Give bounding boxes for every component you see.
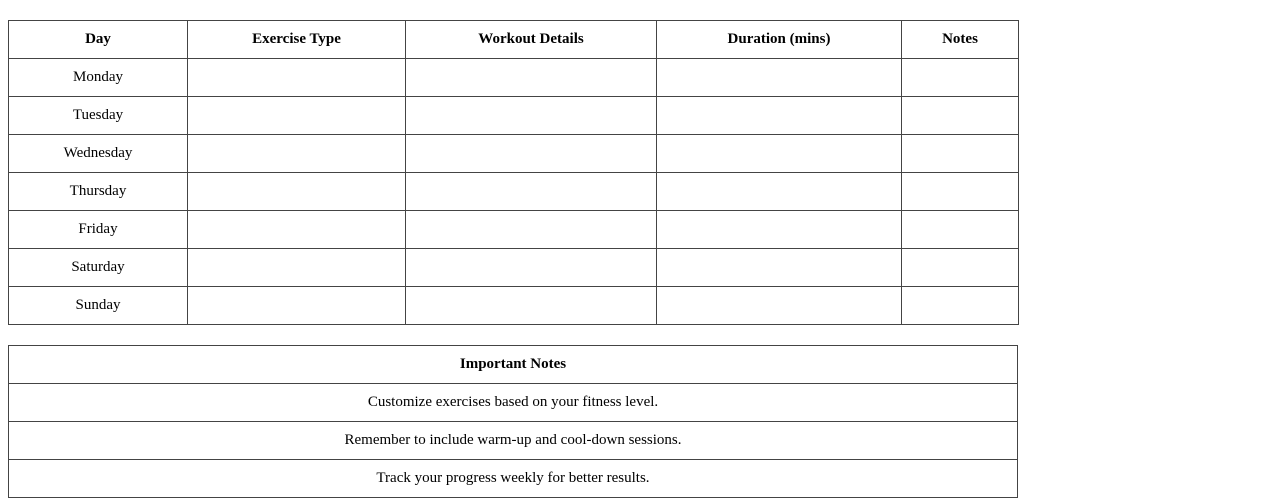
day-cell: Tuesday: [9, 97, 188, 135]
duration-cell[interactable]: [657, 173, 902, 211]
important-notes-table: [8, 345, 1018, 498]
list-item: [9, 460, 1018, 498]
list-item: [9, 422, 1018, 460]
day-cell: Friday: [9, 211, 188, 249]
notes-header-row: [9, 346, 1018, 384]
notes-cell[interactable]: [902, 211, 1019, 249]
duration-cell[interactable]: [657, 211, 902, 249]
table-row: [9, 97, 1019, 135]
day-cell: Sunday: [9, 287, 188, 325]
day-cell: Monday: [9, 59, 188, 97]
workout-details-cell[interactable]: [406, 211, 657, 249]
notes-cell[interactable]: [902, 287, 1019, 325]
notes-cell[interactable]: [902, 97, 1019, 135]
exercise-type-cell[interactable]: [188, 287, 406, 325]
workout-details-cell[interactable]: [406, 59, 657, 97]
exercise-type-cell[interactable]: [188, 135, 406, 173]
notes-cell[interactable]: [902, 249, 1019, 287]
exercise-type-cell[interactable]: [188, 249, 406, 287]
workout-details-cell[interactable]: [406, 249, 657, 287]
table-row: [9, 173, 1019, 211]
header-day: Day: [9, 21, 188, 59]
table-row: [9, 287, 1019, 325]
workout-details-cell[interactable]: [406, 173, 657, 211]
day-cell: Wednesday: [9, 135, 188, 173]
duration-cell[interactable]: [657, 97, 902, 135]
table-row: [9, 249, 1019, 287]
workout-details-cell[interactable]: [406, 97, 657, 135]
table-row: [9, 59, 1019, 97]
day-cell: Saturday: [9, 249, 188, 287]
header-duration: Duration (mins): [657, 21, 902, 59]
exercise-type-cell[interactable]: [188, 97, 406, 135]
duration-cell[interactable]: [657, 59, 902, 97]
header-workout-details: Workout Details: [406, 21, 657, 59]
exercise-type-cell[interactable]: [188, 59, 406, 97]
important-notes-title: Important Notes: [9, 346, 1018, 384]
note-item: Track your progress weekly for better results.: [9, 460, 1018, 498]
day-cell: Thursday: [9, 173, 188, 211]
notes-cell[interactable]: [902, 135, 1019, 173]
header-row: [9, 21, 1019, 59]
notes-cell[interactable]: [902, 173, 1019, 211]
header-exercise-type: Exercise Type: [188, 21, 406, 59]
workout-details-cell[interactable]: [406, 287, 657, 325]
workout-schedule-table: [8, 20, 1019, 325]
exercise-type-cell[interactable]: [188, 211, 406, 249]
header-notes: Notes: [902, 21, 1019, 59]
duration-cell[interactable]: [657, 287, 902, 325]
notes-cell[interactable]: [902, 59, 1019, 97]
list-item: [9, 384, 1018, 422]
duration-cell[interactable]: [657, 249, 902, 287]
exercise-type-cell[interactable]: [188, 173, 406, 211]
workout-details-cell[interactable]: [406, 135, 657, 173]
table-row: [9, 211, 1019, 249]
table-row: [9, 135, 1019, 173]
note-item: Remember to include warm-up and cool-down sessions.: [9, 422, 1018, 460]
duration-cell[interactable]: [657, 135, 902, 173]
note-item: Customize exercises based on your fitness level.: [9, 384, 1018, 422]
